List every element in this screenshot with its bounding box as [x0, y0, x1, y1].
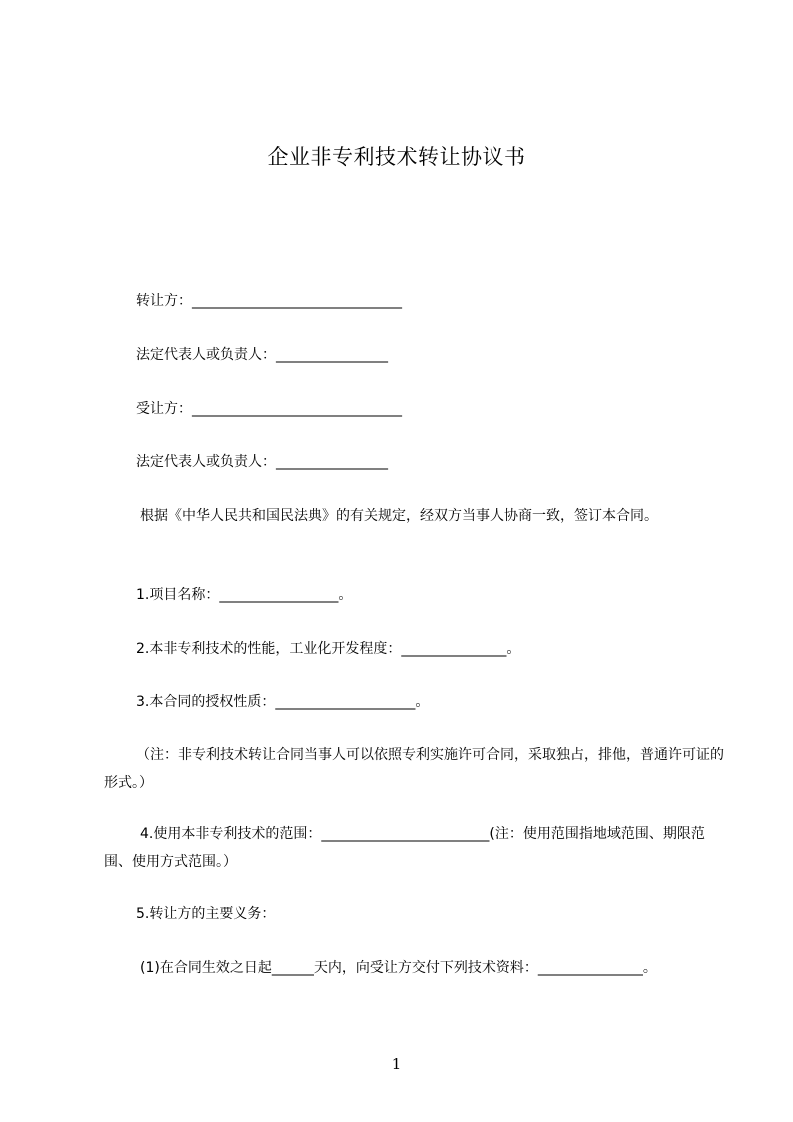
- item-4-scope: 4.使用本非专利技术的范围：________________________(注：使用范围指地域范围、期限范围、使用方式范围。）: [104, 826, 705, 870]
- item-1-project-name: 1.项目名称：_________________。: [136, 587, 353, 603]
- item-5-1-delivery: (1)在合同生效之日起______天内，向受让方交付下列技术资料：_______________。: [140, 960, 657, 976]
- transferor-line: 转让方：______________________________: [136, 293, 402, 309]
- item-2-performance: 2.本非专利技术的性能，工业化开发程度：_______________。: [136, 641, 521, 657]
- page-number: 1: [391, 1055, 402, 1073]
- transferor-representative-line: 法定代表人或负责人：________________: [136, 347, 388, 363]
- transferee-representative-line: 法定代表人或负责人：________________: [136, 454, 388, 470]
- item-5-obligations: 5.转让方的主要义务：: [136, 906, 276, 922]
- item-3-note: （注：非专利技术转让合同当事人可以依照专利实施许可合同，采取独占，排他，普通许可证的形式。）: [104, 747, 724, 791]
- transferee-line: 受让方：______________________________: [136, 401, 402, 417]
- document-title: 企业非专利技术转让协议书: [267, 145, 526, 169]
- item-3-authorization: 3.本合同的授权性质：____________________。: [136, 694, 430, 710]
- intro-paragraph: 根据《中华人民共和国民法典》的有关规定，经双方当事人协商一致，签订本合同。: [140, 508, 658, 524]
